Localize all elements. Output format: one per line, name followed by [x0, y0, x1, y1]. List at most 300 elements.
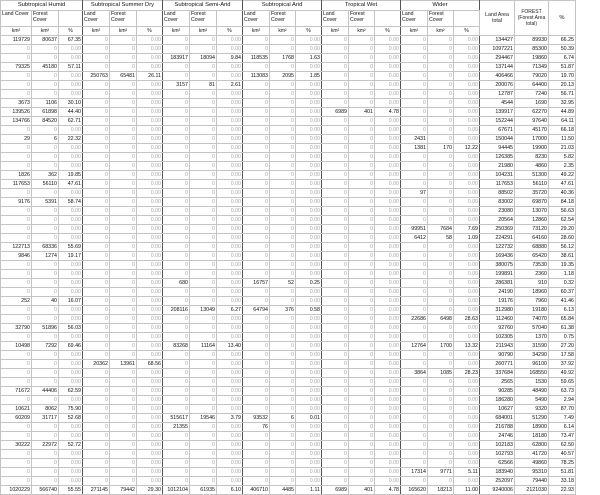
table-cell[interactable]: 5.82: [549, 153, 576, 162]
table-cell[interactable]: 0: [110, 459, 137, 468]
table-cell[interactable]: 0: [110, 63, 137, 72]
table-cell[interactable]: 0: [322, 297, 349, 306]
table-cell[interactable]: 0.00: [454, 117, 480, 126]
table-cell[interactable]: 0: [243, 324, 270, 333]
table-cell[interactable]: 0.00: [217, 396, 243, 405]
table-cell[interactable]: 0.00: [217, 180, 243, 189]
table-cell[interactable]: 0: [83, 405, 110, 414]
table-cell[interactable]: 0.00: [454, 162, 480, 171]
table-cell[interactable]: 0: [190, 396, 217, 405]
table-cell[interactable]: 0: [322, 162, 349, 171]
table-cell[interactable]: 0.00: [137, 279, 163, 288]
table-cell[interactable]: 52: [270, 279, 296, 288]
table-cell[interactable]: 0.00: [137, 207, 163, 216]
table-cell[interactable]: 19176: [480, 297, 515, 306]
table-cell[interactable]: 0: [270, 162, 296, 171]
table-cell[interactable]: 0: [1, 72, 32, 81]
table-cell[interactable]: 0.00: [59, 459, 83, 468]
table-cell[interactable]: 0: [83, 333, 110, 342]
table-cell[interactable]: 0: [1, 351, 32, 360]
table-cell[interactable]: 0: [243, 117, 270, 126]
table-cell[interactable]: 0: [243, 99, 270, 108]
table-cell[interactable]: 0: [349, 45, 375, 54]
table-cell[interactable]: 2.94: [549, 396, 576, 405]
table-cell[interactable]: 0: [110, 54, 137, 63]
table-cell[interactable]: 199891: [480, 270, 515, 279]
table-cell[interactable]: 0: [349, 189, 375, 198]
table-cell[interactable]: 0: [322, 360, 349, 369]
table-cell[interactable]: 1.18: [549, 270, 576, 279]
table-cell[interactable]: 0.00: [454, 459, 480, 468]
table-cell[interactable]: 0: [110, 189, 137, 198]
table-cell[interactable]: 0.00: [59, 360, 83, 369]
table-cell[interactable]: 97640: [515, 117, 549, 126]
table-cell[interactable]: 0: [322, 396, 349, 405]
table-cell[interactable]: 61.38: [549, 324, 576, 333]
table-cell[interactable]: 0: [349, 387, 375, 396]
table-cell[interactable]: 73120: [515, 225, 549, 234]
table-cell[interactable]: 0: [83, 450, 110, 459]
table-cell[interactable]: 62.71: [59, 117, 83, 126]
table-cell[interactable]: 0.00: [59, 261, 83, 270]
table-cell[interactable]: 64400: [515, 81, 549, 90]
table-cell[interactable]: 0: [110, 414, 137, 423]
table-cell[interactable]: 30222: [1, 441, 32, 450]
table-cell[interactable]: 0.00: [59, 378, 83, 387]
table-cell[interactable]: 0: [428, 306, 454, 315]
table-cell[interactable]: 10621: [1, 405, 32, 414]
table-cell[interactable]: 0: [110, 333, 137, 342]
table-cell[interactable]: 684001: [480, 414, 515, 423]
table-cell[interactable]: 0: [401, 414, 428, 423]
table-cell[interactable]: 0: [1, 81, 32, 90]
table-cell[interactable]: 0: [428, 252, 454, 261]
table-cell[interactable]: 0: [401, 162, 428, 171]
table-cell[interactable]: 0: [322, 36, 349, 45]
table-cell[interactable]: 0: [401, 279, 428, 288]
table-cell[interactable]: 0: [32, 225, 59, 234]
table-cell[interactable]: 0.00: [454, 72, 480, 81]
table-cell[interactable]: 0: [110, 216, 137, 225]
table-cell[interactable]: 0: [349, 144, 375, 153]
table-cell[interactable]: 11164: [190, 342, 217, 351]
table-cell[interactable]: 44.89: [549, 108, 576, 117]
table-cell[interactable]: 0: [322, 441, 349, 450]
table-cell[interactable]: 0: [349, 63, 375, 72]
table-cell[interactable]: 0: [83, 108, 110, 117]
table-cell[interactable]: 0.00: [217, 144, 243, 153]
table-cell[interactable]: 0: [190, 459, 217, 468]
table-cell[interactable]: 0: [428, 351, 454, 360]
table-cell[interactable]: 0: [270, 45, 296, 54]
table-cell[interactable]: 0: [428, 63, 454, 72]
table-cell[interactable]: 90790: [480, 351, 515, 360]
table-cell[interactable]: 0: [428, 171, 454, 180]
table-cell[interactable]: 0: [190, 441, 217, 450]
table-cell[interactable]: 55.55: [59, 486, 83, 495]
table-cell[interactable]: 0.00: [137, 369, 163, 378]
table-cell[interactable]: 0: [1, 315, 32, 324]
table-cell[interactable]: 0: [163, 351, 190, 360]
table-cell[interactable]: 0: [32, 306, 59, 315]
table-cell[interactable]: 312980: [480, 306, 515, 315]
table-cell[interactable]: 152244: [480, 117, 515, 126]
table-cell[interactable]: 0.00: [59, 45, 83, 54]
table-cell[interactable]: 0: [243, 360, 270, 369]
table-cell[interactable]: 0: [428, 126, 454, 135]
table-cell[interactable]: 0.00: [217, 270, 243, 279]
table-cell[interactable]: 0: [110, 441, 137, 450]
table-cell[interactable]: 4544: [480, 99, 515, 108]
table-cell[interactable]: 0.00: [296, 180, 322, 189]
table-cell[interactable]: 66.18: [549, 126, 576, 135]
table-cell[interactable]: 0.00: [375, 432, 401, 441]
table-cell[interactable]: 6.27: [217, 306, 243, 315]
table-cell[interactable]: 0: [32, 54, 59, 63]
table-cell[interactable]: 0: [401, 387, 428, 396]
table-cell[interactable]: 0: [270, 342, 296, 351]
table-cell[interactable]: 0: [190, 477, 217, 486]
table-cell[interactable]: 0: [32, 189, 59, 198]
table-cell[interactable]: 0: [1, 477, 32, 486]
table-cell[interactable]: 20.13: [549, 81, 576, 90]
table-cell[interactable]: 0: [32, 144, 59, 153]
table-cell[interactable]: 126385: [480, 153, 515, 162]
table-cell[interactable]: 0: [163, 387, 190, 396]
table-cell[interactable]: 0.00: [296, 297, 322, 306]
table-cell[interactable]: 0.00: [454, 54, 480, 63]
table-cell[interactable]: 0.75: [549, 333, 576, 342]
table-cell[interactable]: 0: [110, 324, 137, 333]
table-cell[interactable]: 18960: [515, 288, 549, 297]
table-cell[interactable]: 0: [163, 234, 190, 243]
table-cell[interactable]: 44.40: [59, 108, 83, 117]
table-cell[interactable]: 0: [110, 144, 137, 153]
table-cell[interactable]: 0: [1, 216, 32, 225]
table-cell[interactable]: 0.00: [137, 216, 163, 225]
table-cell[interactable]: 515617: [163, 414, 190, 423]
table-cell[interactable]: 0: [110, 198, 137, 207]
table-cell[interactable]: 0: [322, 459, 349, 468]
table-cell[interactable]: 0.00: [454, 189, 480, 198]
table-cell[interactable]: 11.00: [454, 486, 480, 495]
table-cell[interactable]: 119729: [1, 36, 32, 45]
table-cell[interactable]: 0: [110, 99, 137, 108]
table-cell[interactable]: 61898: [32, 108, 59, 117]
table-cell[interactable]: 0.00: [454, 108, 480, 117]
table-cell[interactable]: 0: [401, 261, 428, 270]
table-cell[interactable]: 0: [190, 144, 217, 153]
table-cell[interactable]: 0: [1, 396, 32, 405]
table-cell[interactable]: 19860: [515, 54, 549, 63]
table-cell[interactable]: 0.00: [137, 306, 163, 315]
table-cell[interactable]: 0: [32, 72, 59, 81]
table-cell[interactable]: 0: [83, 459, 110, 468]
table-cell[interactable]: 0: [163, 378, 190, 387]
table-cell[interactable]: 0: [322, 216, 349, 225]
table-cell[interactable]: 0.00: [296, 288, 322, 297]
table-cell[interactable]: 0: [270, 135, 296, 144]
table-cell[interactable]: 65481: [110, 72, 137, 81]
table-cell[interactable]: 0: [243, 216, 270, 225]
table-cell[interactable]: 22.93: [549, 486, 576, 495]
table-cell[interactable]: 0.00: [296, 432, 322, 441]
table-cell[interactable]: 6989: [322, 486, 349, 495]
table-cell[interactable]: 0.00: [59, 450, 83, 459]
table-cell[interactable]: 0.00: [59, 90, 83, 99]
table-cell[interactable]: 0.00: [454, 126, 480, 135]
table-cell[interactable]: 84.18: [549, 198, 576, 207]
table-cell[interactable]: 0.00: [454, 432, 480, 441]
table-cell[interactable]: 0: [428, 108, 454, 117]
table-cell[interactable]: 28.60: [549, 234, 576, 243]
table-cell[interactable]: 0: [243, 477, 270, 486]
table-cell[interactable]: 0: [83, 81, 110, 90]
table-cell[interactable]: 117653: [1, 180, 32, 189]
table-cell[interactable]: 0: [190, 99, 217, 108]
table-cell[interactable]: 19.70: [549, 72, 576, 81]
table-cell[interactable]: 0: [110, 279, 137, 288]
table-cell[interactable]: 0.00: [217, 162, 243, 171]
table-cell[interactable]: 0: [349, 207, 375, 216]
table-cell[interactable]: 0.00: [59, 477, 83, 486]
table-cell[interactable]: 0.00: [137, 144, 163, 153]
table-cell[interactable]: 0: [110, 225, 137, 234]
table-cell[interactable]: 71672: [1, 387, 32, 396]
table-cell[interactable]: 0: [32, 351, 59, 360]
table-cell[interactable]: 0.00: [454, 279, 480, 288]
table-cell[interactable]: 74070: [515, 315, 549, 324]
table-cell[interactable]: 0: [1, 450, 32, 459]
table-cell[interactable]: 0: [322, 414, 349, 423]
table-cell[interactable]: 0: [190, 378, 217, 387]
table-cell[interactable]: 104231: [480, 171, 515, 180]
table-cell[interactable]: 21980: [480, 162, 515, 171]
table-cell[interactable]: 79020: [515, 72, 549, 81]
table-cell[interactable]: 0: [401, 396, 428, 405]
table-cell[interactable]: 0: [270, 297, 296, 306]
table-cell[interactable]: 0: [270, 288, 296, 297]
table-cell[interactable]: 0: [110, 432, 137, 441]
table-cell[interactable]: 0: [110, 126, 137, 135]
table-cell[interactable]: 0.00: [454, 297, 480, 306]
table-cell[interactable]: 0: [1, 54, 32, 63]
table-cell[interactable]: 0.00: [217, 297, 243, 306]
table-cell[interactable]: 0: [349, 378, 375, 387]
table-cell[interactable]: 0: [349, 54, 375, 63]
table-cell[interactable]: 0: [110, 405, 137, 414]
table-cell[interactable]: 73.47: [549, 432, 576, 441]
table-cell[interactable]: 20564: [480, 216, 515, 225]
table-cell[interactable]: 0: [270, 369, 296, 378]
table-cell[interactable]: 0: [322, 342, 349, 351]
table-cell[interactable]: 0.00: [375, 270, 401, 279]
table-cell[interactable]: 12764: [401, 342, 428, 351]
table-cell[interactable]: 0: [110, 351, 137, 360]
table-cell[interactable]: 0.00: [375, 324, 401, 333]
table-cell[interactable]: 45180: [32, 63, 59, 72]
table-cell[interactable]: 0.00: [137, 261, 163, 270]
table-cell[interactable]: 0: [322, 477, 349, 486]
table-cell[interactable]: 0.00: [217, 468, 243, 477]
table-cell[interactable]: 49.92: [549, 369, 576, 378]
table-cell[interactable]: 66.25: [549, 36, 576, 45]
table-cell[interactable]: 0.00: [217, 261, 243, 270]
table-cell[interactable]: 0: [349, 99, 375, 108]
table-cell[interactable]: 0: [270, 315, 296, 324]
table-cell[interactable]: 0: [322, 243, 349, 252]
table-cell[interactable]: 0: [428, 396, 454, 405]
table-cell[interactable]: 0: [163, 189, 190, 198]
table-cell[interactable]: 0: [163, 171, 190, 180]
table-cell[interactable]: 0: [428, 45, 454, 54]
table-cell[interactable]: 0: [83, 396, 110, 405]
table-cell[interactable]: 38.61: [549, 252, 576, 261]
table-cell[interactable]: 0: [322, 180, 349, 189]
table-cell[interactable]: 0.00: [454, 351, 480, 360]
table-cell[interactable]: 0: [401, 207, 428, 216]
table-cell[interactable]: 0.00: [375, 279, 401, 288]
table-cell[interactable]: 216788: [480, 423, 515, 432]
table-cell[interactable]: 0: [270, 144, 296, 153]
table-cell[interactable]: 0.00: [454, 171, 480, 180]
table-cell[interactable]: 0: [270, 99, 296, 108]
table-cell[interactable]: 0.00: [454, 243, 480, 252]
table-cell[interactable]: 0: [1, 144, 32, 153]
table-cell[interactable]: 169436: [480, 252, 515, 261]
table-cell[interactable]: 0.00: [59, 126, 83, 135]
table-cell[interactable]: 0.00: [296, 198, 322, 207]
table-cell[interactable]: 0: [243, 207, 270, 216]
table-cell[interactable]: 0.00: [296, 315, 322, 324]
table-cell[interactable]: 0: [163, 459, 190, 468]
table-cell[interactable]: 79442: [110, 486, 137, 495]
table-cell[interactable]: 0: [32, 261, 59, 270]
table-cell[interactable]: 183917: [163, 54, 190, 63]
table-cell[interactable]: 0: [83, 351, 110, 360]
table-cell[interactable]: 0: [322, 54, 349, 63]
table-cell[interactable]: 0: [110, 477, 137, 486]
table-cell[interactable]: 0: [270, 216, 296, 225]
table-cell[interactable]: 95310: [515, 468, 549, 477]
table-cell[interactable]: 0: [270, 252, 296, 261]
table-cell[interactable]: 0: [1, 225, 32, 234]
table-cell[interactable]: 0: [428, 387, 454, 396]
table-cell[interactable]: 0: [1, 360, 32, 369]
table-cell[interactable]: 0: [243, 468, 270, 477]
table-cell[interactable]: 0.00: [454, 405, 480, 414]
table-cell[interactable]: 0: [243, 90, 270, 99]
table-cell[interactable]: 0.00: [375, 63, 401, 72]
table-cell[interactable]: 0: [428, 324, 454, 333]
table-cell[interactable]: 0: [110, 162, 137, 171]
table-cell[interactable]: 0.00: [217, 36, 243, 45]
table-cell[interactable]: 0: [190, 189, 217, 198]
table-cell[interactable]: 0.00: [454, 450, 480, 459]
table-cell[interactable]: 0.00: [296, 342, 322, 351]
table-cell[interactable]: 0: [428, 297, 454, 306]
table-cell[interactable]: 18094: [190, 54, 217, 63]
table-cell[interactable]: 18180: [515, 432, 549, 441]
table-cell[interactable]: 224291: [480, 234, 515, 243]
table-cell[interactable]: 0: [322, 261, 349, 270]
table-cell[interactable]: 0.00: [296, 81, 322, 90]
table-cell[interactable]: 0.00: [375, 261, 401, 270]
table-cell[interactable]: 0.00: [137, 342, 163, 351]
table-cell[interactable]: 62.54: [549, 216, 576, 225]
table-cell[interactable]: 13049: [190, 306, 217, 315]
table-cell[interactable]: 0: [349, 243, 375, 252]
table-cell[interactable]: 0.00: [454, 288, 480, 297]
table-cell[interactable]: 19.17: [59, 252, 83, 261]
table-cell[interactable]: 65420: [515, 252, 549, 261]
table-cell[interactable]: 0: [190, 234, 217, 243]
table-cell[interactable]: 0: [32, 396, 59, 405]
table-cell[interactable]: 3673: [1, 99, 32, 108]
table-cell[interactable]: 0: [83, 324, 110, 333]
table-cell[interactable]: 0: [322, 423, 349, 432]
table-cell[interactable]: 0: [243, 459, 270, 468]
table-cell[interactable]: 0: [163, 441, 190, 450]
table-cell[interactable]: 0: [190, 360, 217, 369]
table-cell[interactable]: 3.79: [217, 414, 243, 423]
table-cell[interactable]: 0: [243, 45, 270, 54]
table-cell[interactable]: 62800: [515, 441, 549, 450]
table-cell[interactable]: 186280: [480, 396, 515, 405]
table-cell[interactable]: 0: [349, 81, 375, 90]
table-cell[interactable]: 18213: [428, 486, 454, 495]
table-cell[interactable]: 183940: [480, 468, 515, 477]
table-cell[interactable]: 0.00: [296, 333, 322, 342]
table-cell[interactable]: 0.00: [59, 54, 83, 63]
table-cell[interactable]: 0: [163, 90, 190, 99]
table-cell[interactable]: 0: [1, 369, 32, 378]
table-cell[interactable]: 2121030: [515, 486, 549, 495]
table-cell[interactable]: 29.20: [549, 225, 576, 234]
table-cell[interactable]: 566740: [32, 486, 59, 495]
table-cell[interactable]: 0.00: [375, 144, 401, 153]
table-cell[interactable]: 0: [349, 288, 375, 297]
table-cell[interactable]: 0: [401, 216, 428, 225]
table-cell[interactable]: 0.00: [296, 324, 322, 333]
table-cell[interactable]: 30.10: [59, 99, 83, 108]
table-cell[interactable]: 0: [32, 468, 59, 477]
table-cell[interactable]: 0.00: [454, 378, 480, 387]
table-cell[interactable]: 0: [243, 225, 270, 234]
table-cell[interactable]: 0: [243, 333, 270, 342]
table-cell[interactable]: 250369: [480, 225, 515, 234]
table-cell[interactable]: 0: [322, 351, 349, 360]
table-cell[interactable]: 260771: [480, 360, 515, 369]
table-cell[interactable]: 57.11: [59, 63, 83, 72]
table-cell[interactable]: 0: [163, 162, 190, 171]
table-cell[interactable]: 168550: [515, 369, 549, 378]
table-cell[interactable]: 0: [243, 288, 270, 297]
table-cell[interactable]: 1.63: [296, 54, 322, 63]
table-cell[interactable]: 45170: [515, 126, 549, 135]
table-cell[interactable]: 0: [83, 216, 110, 225]
table-cell[interactable]: 0: [163, 216, 190, 225]
table-cell[interactable]: 0: [428, 36, 454, 45]
table-cell[interactable]: 0.00: [137, 45, 163, 54]
table-cell[interactable]: 19.85: [59, 171, 83, 180]
table-cell[interactable]: 32790: [1, 324, 32, 333]
table-cell[interactable]: 0.00: [296, 45, 322, 54]
table-cell[interactable]: 0: [32, 45, 59, 54]
table-cell[interactable]: 28.63: [454, 315, 480, 324]
table-cell[interactable]: 0.00: [217, 153, 243, 162]
table-cell[interactable]: 0: [401, 270, 428, 279]
